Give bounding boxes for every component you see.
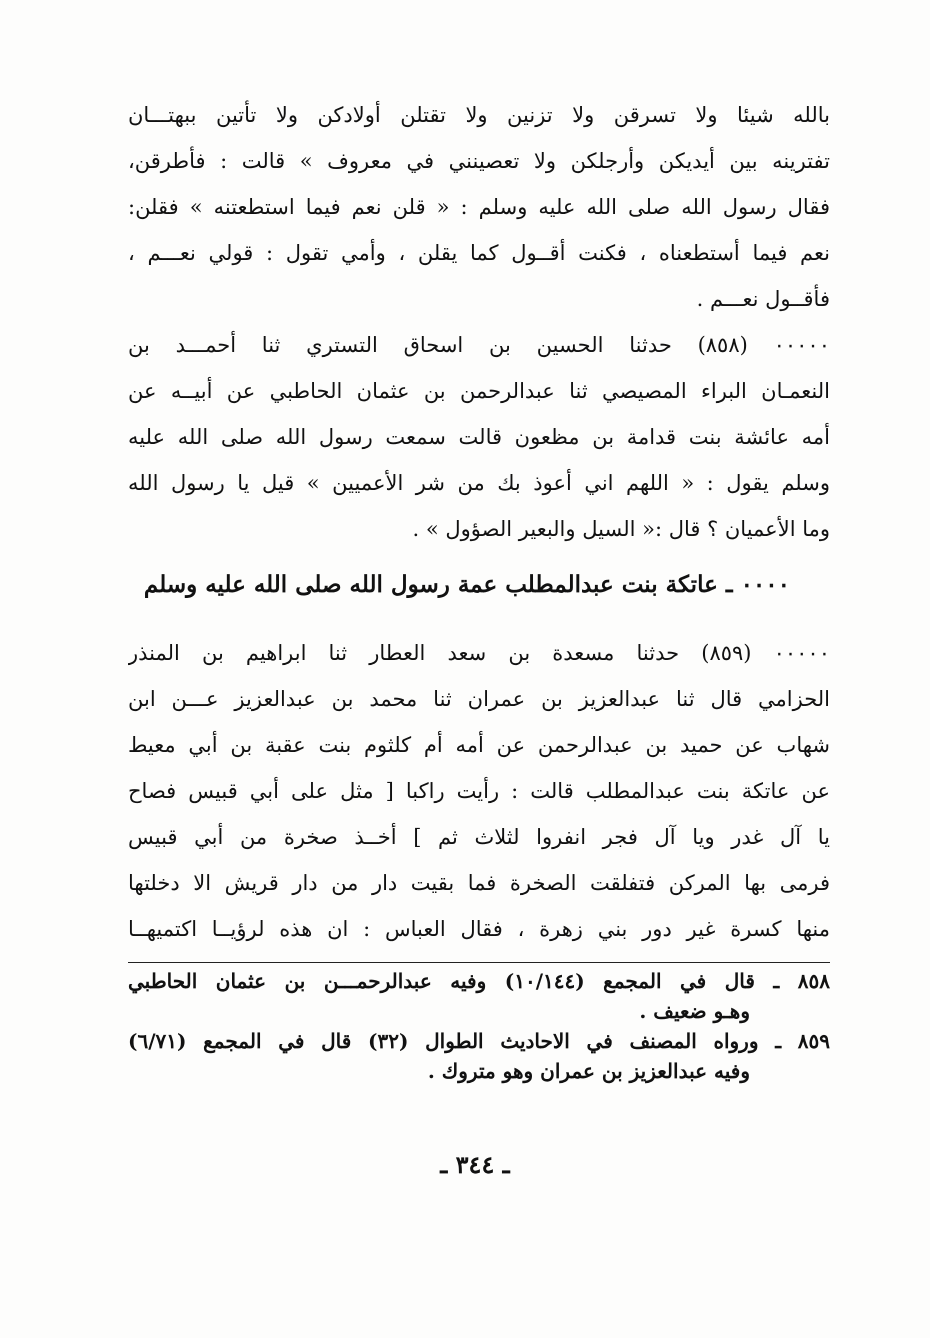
text-line: نعم فيما أستطعناه ، فكنت أقــول كما يقلن ، وأمي تقول : قولي نعـــم ، [128,241,830,265]
paragraph-hadith-859 [128,630,830,952]
text-line: بالله شيئا ولا تسرقن ولا تزنين ولا تقتلن أولادكن ولا تأتين ببهتـــان [128,103,830,127]
footnote-858 [128,966,830,1026]
text-line: يا آل غدر ويا آل فجر انفروا لثلاث ثم ] أخــذ صخرة من أبي قبيس [128,825,830,849]
footnotes [128,966,830,1086]
text-line: منها كسرة غير دور بني زهرة ، فقال العباس : ان هذه لرؤيــا اكتميهــا [128,917,830,941]
text-line: أمه عائشة بنت قدامة بن مظعون قالت سمعت رسول الله صلى الله عليه [128,425,830,449]
footnote-line: وهـو ضعيف . [639,999,750,1023]
text-line: ٠٠٠٠٠ (٨٥٩) حدثنا مسعدة بن سعد العطار ثنا ابراهيم بن المنذر [128,641,830,665]
text-line: وما الأعميان ؟ قال :« السيل والبعير الصؤول » . [412,517,830,541]
footnote-859 [128,1026,830,1086]
footnote-line: وفيه عبدالعزيز بن عمران وهو متروك . [427,1059,750,1083]
text-line: ٠٠٠٠٠ (٨٥٨) حدثنا الحسين بن اسحاق التستري ثنا أحمـــد بن [128,333,830,357]
footnote-divider [128,962,830,963]
paragraph-hadith-858 [128,322,830,552]
footnote-line: ٨٥٨ ـ قال في المجمع (١٠/١٤٤) وفيه عبدالرحمـــن بن عثمان الحاطبي [128,969,830,993]
text-line: تفترينه بين أيديكن وأرجلكن ولا تعصينني في معروف » قالت : فأطرقن، [128,149,830,173]
text-line: فرمى بها المركن فتفلقت الصخرة فما بقيت دار من دار قريش الا دخلتها [128,871,830,895]
text-line: فأقــول نعـــم . [696,287,830,311]
text-line: شهاب عن حميد بن عبدالرحمن عن أمه أم كلثوم بنت عقبة بن أبي معيط [128,733,830,757]
paragraph-hadith-continuation [128,92,830,322]
text-line: فقال رسول الله صلى الله عليه وسلم : « قلن نعم فيما استطعتنه » فقلن: [128,195,830,219]
text-line: عن عاتكة بنت عبدالمطلب قالت : رأيت راكبا [ مثل على أبي قبيس فصاح [128,779,830,803]
text-line: النعمـان البراء المصيصي ثنا عبدالرحمن بن عثمان الحاطبي عن أبيــه عن [128,379,830,403]
text-line: الحزامي قال ثنا عبدالعزيز بن عمران ثنا محمد بن عبدالعزيز عـــن ابن [128,687,830,711]
page-number: ـ ٣٤٤ ـ [440,1150,510,1179]
text-line: وسلم يقول : « اللهم اني أعوذ بك من شر الأعميين » قيل يا رسول الله [128,471,830,495]
footnote-line: ٨٥٩ ـ ورواه المصنف في الاحاديث الطوال (٣٢) قال في المجمع (٦/٧١) [128,1029,830,1053]
section-heading: ٠٠٠٠ ـ عاتكة بنت عبدالمطلب عمة رسول الله صلى الله عليه وسلم [143,571,790,598]
